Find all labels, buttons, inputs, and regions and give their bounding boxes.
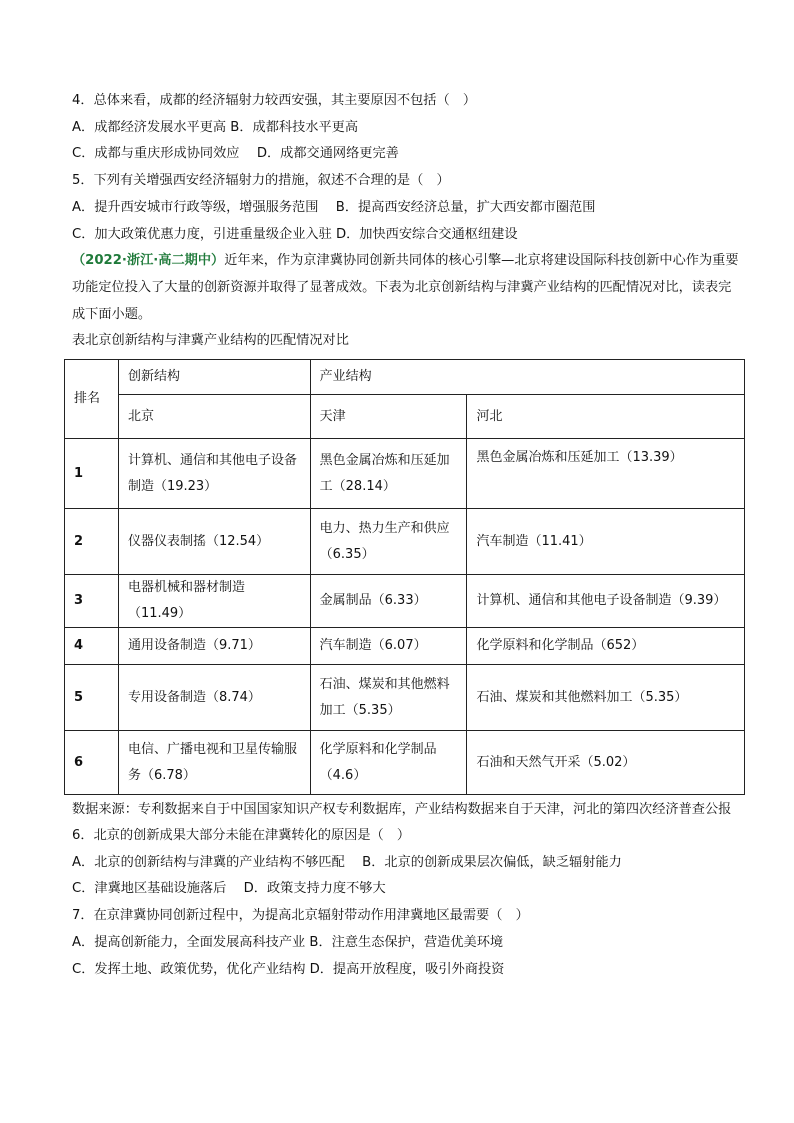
beijing-cell: 电器机械和器材制造（11.49） bbox=[118, 575, 310, 628]
q5-stem: 5．下列有关增强西安经济辐射力的措施，叙述不合理的是（ ） bbox=[72, 173, 450, 189]
table-row bbox=[65, 628, 745, 665]
rank-cell: 2 bbox=[65, 509, 119, 575]
beijing-cell: 仪器仪表制搖（12.54） bbox=[118, 509, 310, 575]
tianjin-cell: 金属制品（6.33） bbox=[310, 575, 467, 628]
q6-options-ab: A．北京的创新结构与津冀的产业结构不够匹配 B．北京的创新成果层次偏低，缺乏辐射能力 bbox=[72, 854, 622, 870]
header-rank: 排名 bbox=[65, 360, 119, 439]
header-innovation: 创新结构 bbox=[118, 360, 310, 395]
q6-stem: 6．北京的创新成果大部分未能在津冀转化的原因是（ ） bbox=[72, 828, 411, 844]
tianjin-cell: 电力、热力生产和供应（6.35） bbox=[310, 509, 467, 575]
passage bbox=[72, 248, 744, 328]
beijing-cell: 计算机、通信和其他电子设备制造（19.23） bbox=[118, 439, 310, 509]
header-tianjin: 天津 bbox=[310, 395, 467, 439]
rank-cell: 1 bbox=[65, 439, 119, 509]
passage-source: （2022·浙江·高二期中） bbox=[72, 253, 225, 269]
hebei-cell: 汽车制造（11.41） bbox=[467, 509, 745, 575]
hebei-cell: 计算机、通信和其他电子设备制造（9.39） bbox=[467, 575, 745, 628]
rank-cell: 3 bbox=[65, 575, 119, 628]
q4-options-ab: A．成都经济发展水平更高 B．成都科技水平更高 bbox=[72, 119, 359, 135]
beijing-cell: 电信、广播电视和卫星传输服务（6.78） bbox=[118, 731, 310, 795]
q7-options-ab: A．提高创新能力，全面发展高科技产业 B．注意生态保护，营造优美环境 bbox=[72, 934, 504, 950]
tianjin-cell: 黑色金属冶炼和压延加工（28.14） bbox=[310, 439, 467, 509]
comparison-table bbox=[64, 359, 745, 795]
q6-options-cd: C．津冀地区基础设施落后 D．政策支持力度不够大 bbox=[72, 881, 386, 897]
beijing-cell: 通用设备制造（9.71） bbox=[118, 628, 310, 665]
rank-cell: 4 bbox=[65, 628, 119, 665]
table-row bbox=[65, 665, 745, 731]
q4-stem: 4．总体来看，成都的经济辐射力较西安强，其主要原因不包括（ ） bbox=[72, 93, 477, 108]
hebei-cell: 石油、煤炭和其他燃料加工（5.35） bbox=[467, 665, 745, 731]
q5-options-ab: A．提升西安城市行政等级，增强服务范围 B．提高西安经济总量，扩大西安都市圈范围 bbox=[72, 199, 596, 215]
q4-options-cd: C．成都与重庆形成协同效应 D．成都交通网络更完善 bbox=[72, 146, 399, 162]
passage-text: 近年来，作为京津冀协同创新共同体的核心引擎—北京将建设国际科技创新中心作为重要功能定位投入了大量的创新资源并取得了显著成效。下表为北京创新结构与津冀产业结构的匹配情况对比，读表完成下面小题。 bbox=[72, 253, 739, 322]
header-beijing: 北京 bbox=[118, 395, 310, 439]
tianjin-cell: 汽车制造（6.07） bbox=[310, 628, 467, 665]
table-row bbox=[65, 439, 745, 509]
rank-cell: 6 bbox=[65, 731, 119, 795]
table-row bbox=[65, 509, 745, 575]
q7-stem: 7．在京津冀协同创新过程中，为提高北京辐射带动作用津冀地区最需要（ ） bbox=[72, 908, 529, 924]
page-content bbox=[72, 88, 744, 983]
beijing-cell: 专用设备制造（8.74） bbox=[118, 665, 310, 731]
q5-options-cd: C．加大政策优惠力度，引进重量级企业入驻 D．加快西安综合交通枢纽建设 bbox=[72, 226, 518, 242]
hebei-cell: 黑色金属冶炼和压延加工（13.39） bbox=[467, 439, 745, 509]
hebei-cell: 石油和天然气开采（5.02） bbox=[467, 731, 745, 795]
hebei-cell: 化学原料和化学制品（652） bbox=[467, 628, 745, 665]
tianjin-cell: 化学原料和化学制品（4.6） bbox=[310, 731, 467, 795]
tianjin-cell: 石油、煤炭和其他燃料加工（5.35） bbox=[310, 665, 467, 731]
q7-options-cd: C．发挥土地、政策优势，优化产业结构 D．提高开放程度，吸引外商投资 bbox=[72, 961, 505, 977]
data-source-note: 数据来源：专利数据来自于中国国家知识产权专利数据库，产业结构数据来自于天津，河北的第四次经济普查公报 bbox=[72, 802, 732, 818]
table-caption: 表北京创新结构与津冀产业结构的匹配情况对比 bbox=[72, 333, 349, 349]
header-industry: 产业结构 bbox=[310, 360, 744, 395]
table-row bbox=[65, 575, 745, 628]
table-row bbox=[65, 731, 745, 795]
header-hebei: 河北 bbox=[467, 395, 745, 439]
rank-cell: 5 bbox=[65, 665, 119, 731]
